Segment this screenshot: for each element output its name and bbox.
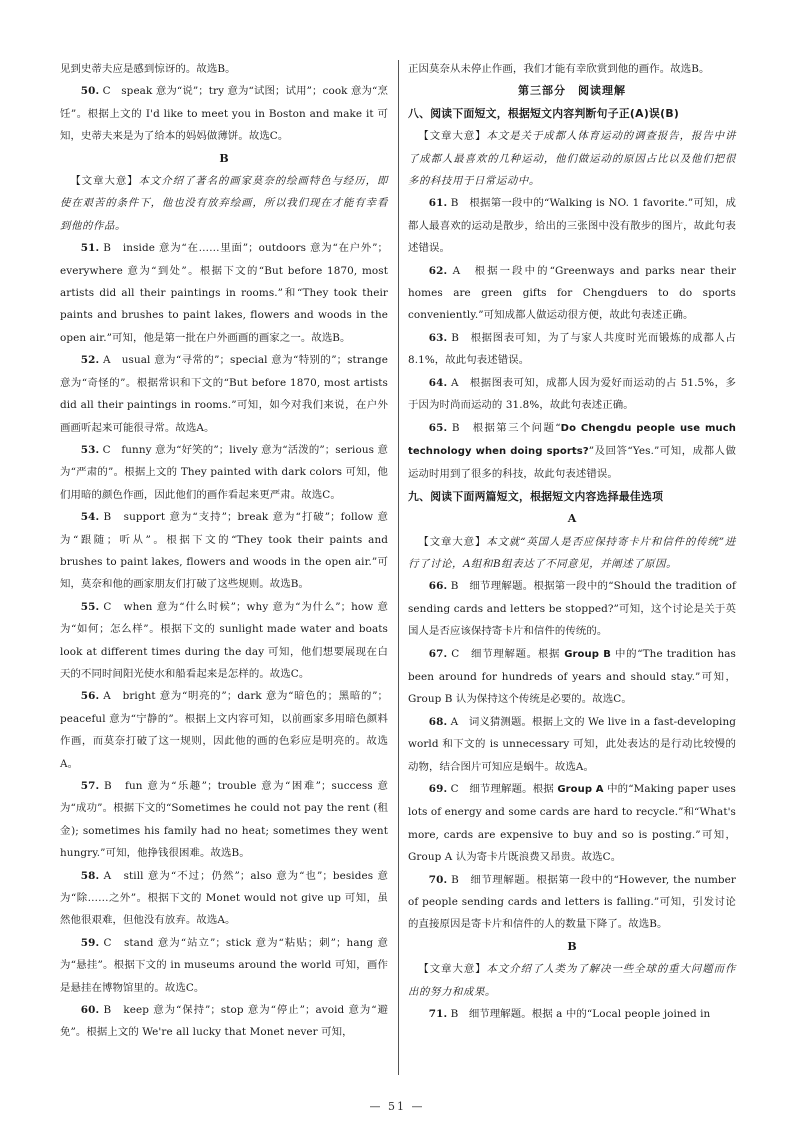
section-heading: B <box>567 939 577 953</box>
section-heading: B <box>219 151 229 165</box>
answer-67: 67. C 细节理解题。根据 Group B 中的“The tradition has been around for hundreds of years and should stay.”可知，Group B 认为保持这个传统是必要的。故选C。 <box>408 647 736 706</box>
answer-59: 59. C stand 意为“站立”；stick 意为“粘贴；刺”；hang 意为“悬挂”。根据下文的 in museums around the world 可知，画作是悬挂在博物馆里的。故选C。 <box>60 936 388 994</box>
summary: 【文章大意】本文是关于成都人体育运动的调查报告，报告中讲了成都人最喜欢的几种运动，他们做运动的原因占比以及他们把很多的科技用于日常运动中。 <box>408 130 736 188</box>
section-heading: A <box>567 512 577 526</box>
answer-60: 60. B keep 意为“保持”；stop 意为“停止”；avoid 意为“避免”。根据上文的 We're all lucky that Monet never 可知， <box>60 1004 388 1039</box>
answer-50: 50. C speak 意为“说”；try 意为“试图；试用”；cook 意为“烹饪”。根据上文的 I'd like to meet you in Boston and make it 可知，史蒂夫来是为了给本的妈妈做薄饼。故选C。 <box>60 85 389 143</box>
section-heading: 八、阅读下面短文，根据短文内容判断句子正(A)误(B) <box>408 106 680 120</box>
summary: 【文章大意】本文就“英国人是否应保持寄卡片和信件的传统”进行了讨论，A组和B组表达了不同意见，并阐述了原因。 <box>408 535 737 570</box>
answer-68: 68. A 词义猜测题。根据上文的 We live in a fast-developing world 和下文的 is unnecessary 可知，此处表达的是行动比较慢的动物，结合图片可知应是蜗牛。故选A。 <box>408 715 736 773</box>
part-heading: 第三部分 阅读理解 <box>518 84 626 98</box>
answer-52: 52. A usual 意为“寻常的”；special 意为“特别的”；strange 意为“奇怪的”。根据常识和下文的“But before 1870, most artists did all their paintings in rooms.”可知，如今对我们来说，在户外画画听起来可能很寻常。故选A。 <box>60 354 388 434</box>
answer-69: 69. C 细节理解题。根据 Group A 中的“Making paper uses lots of energy and some cards are hard to recycle.”和“What's more, cards are expensive to buy and so is posting.”可知，Group A 认为寄卡片既浪费又昂贵。故选C。 <box>408 783 736 864</box>
column-divider <box>398 60 399 1075</box>
answer-70: 70. B 细节理解题。根据第一段中的“However, the number of people sending cards and letters is falling.”可知，引发讨论的直接原因是寄卡片和信件的人的数量下降了。故选B。 <box>408 873 736 931</box>
answer-71: 71. B 细节理解题。根据 a 中的“Local people joined in <box>428 1008 711 1021</box>
answer-57: 57. B fun 意为“乐趣”；trouble 意为“困难”；success 意为“成功”。根据下文的“Sometimes he could not pay the rent (租金); sometimes his family had no heat; sometimes they went hungry.”可知，他挣钱很困难。故选B。 <box>60 780 388 860</box>
answer-51: 51. B inside 意为“在……里面”；outdoors 意为“在户外”；everywhere 意为“到处”。根据下文的“But before 1870, most artists did all their paintings in rooms.”和“They took their paints and brushes to paint lakes, flowers and woods in the open air.”可知，他是第一批在户外画画的画家之一。故选B。 <box>60 242 388 344</box>
answer-65: 65. B 根据第三个问题“Do Chengdu people use much technology when doing sports?”及回答“Yes.”可知，成都人做运动时用到了很多的科技，故此句表述错误。 <box>408 421 736 481</box>
answer-53: 53. C funny 意为“好笑的”；lively 意为“活泼的”；serious 意为“严肃的”。根据上文的 They painted with dark colors 可知，他们用暗的颜色作画，因此他们的画作看起来更严肃。故选C。 <box>60 443 388 501</box>
left-column <box>60 58 388 1044</box>
right-column <box>408 58 736 1025</box>
answer-56: 56. A bright 意为“明亮的”；dark 意为“暗色的；黑暗的”；peaceful 意为“宁静的”。根据上文内容可知，以前画家多用暗色颜料作画，而莫奈打破了这一规则，因此他的画的色彩应是明亮的。故选A。 <box>60 690 388 770</box>
section-heading: 九、阅读下面两篇短文，根据短文内容选择最佳选项 <box>408 489 664 503</box>
paragraph: 见到史蒂夫应是感到惊讶的。故选B。 <box>60 63 236 75</box>
answer-63: 63. B 根据图表可知，为了与家人共度时光而锻炼的成都人占 8.1%，故此句表述错误。 <box>408 331 736 367</box>
answer-66: 66. B 细节理解题。根据第一段中的“Should the tradition of sending cards and letters be stopped?”可知，这个讨论是关于英国人是否应该保持寄卡片和信件的传统的。 <box>408 580 736 638</box>
answer-61: 61. B 根据第一段中的“Walking is NO. 1 favorite.”可知，成都人最喜欢的运动是散步，给出的三张图中没有散步的图片，故此句表述错误。 <box>408 197 737 255</box>
answer-62: 62. A 根据一段中的“Greenways and parks near their homes are green gifts for Chengduers to do sports conveniently.”可知成都人做运动很方便，故此句表述正确。 <box>408 264 737 322</box>
answer-54: 54. B support 意为“支持”；break 意为“打破”；follow 意为“跟随；听从”。根据下文的“They took their paints and brushes to paint lakes, flowers and woods in the open air.”可知，莫奈和他的画家朋友们打破了这些规则。故选B。 <box>60 511 388 591</box>
paragraph: 正因莫奈从未停止作画，我们才能有幸欣赏到他的画作。故选B。 <box>408 63 710 75</box>
answer-64: 64. A 根据图表可知，成都人因为爱好而运动的占 51.5%，多于因为时尚而运动的 31.8%，故此句表述正确。 <box>408 376 736 412</box>
answer-55: 55. C when 意为“什么时候”；why 意为“为什么”；how 意为“如何；怎么样”。根据下文的 sunlight made water and boats look at different times during the day 可知，他们想要展现在白天的不同时间阳光使水和船看起来是怎样的。故选C。 <box>60 600 388 680</box>
summary: 【文章大意】本文介绍了人类为了解决一些全球的重大问题而作出的努力和成果。 <box>408 963 736 998</box>
answer-58: 58. A still 意为“不过；仍然”；also 意为“也”；besides 意为“除……之外”。根据下文的 Monet would not give up 可知，虽然他很艰难，但他没有放弃。故选A。 <box>60 869 388 927</box>
page-number: — 51 — <box>369 1100 425 1113</box>
summary: 【文章大意】本文介绍了著名的画家莫奈的绘画特色与经历，即使在艰苦的条件下，他也没有放弃绘画，所以我们现在才能有幸看到他的作品。 <box>60 175 388 232</box>
